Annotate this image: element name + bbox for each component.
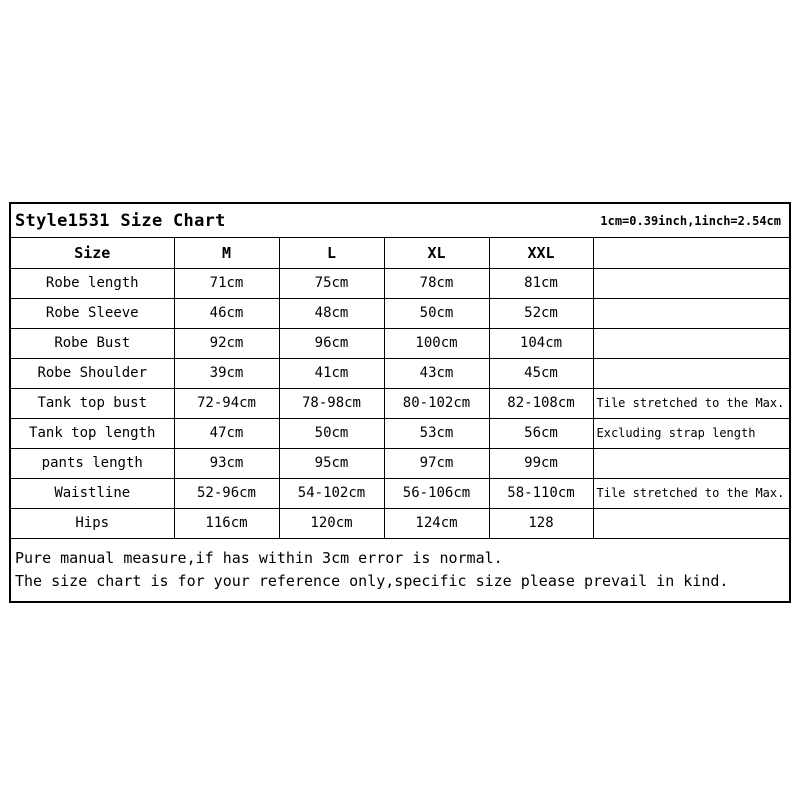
row-note: [593, 448, 789, 478]
row-label: Tank top length: [11, 418, 174, 448]
row-label: Waistline: [11, 478, 174, 508]
value-l: 78-98cm: [279, 388, 384, 418]
value-xxl: 128: [489, 508, 593, 538]
header-row: [11, 238, 789, 268]
value-xxl: 99cm: [489, 448, 593, 478]
value-m: 72-94cm: [174, 388, 279, 418]
row-label: Robe Shoulder: [11, 358, 174, 388]
unit-conversion: 1cm=0.39inch,1inch=2.54cm: [600, 213, 781, 228]
value-m: 71cm: [174, 268, 279, 298]
table-row: [11, 298, 789, 328]
row-note: Tile stretched to the Max.: [593, 478, 789, 508]
table-row: [11, 358, 789, 388]
footer-line-measure: Pure manual measure,if has within 3cm error is normal.: [15, 548, 503, 567]
header-size: Size: [11, 238, 174, 268]
value-m: 92cm: [174, 328, 279, 358]
row-note: [593, 508, 789, 538]
table-row: [11, 328, 789, 358]
header-l: L: [279, 238, 384, 268]
value-l: 41cm: [279, 358, 384, 388]
row-note: [593, 268, 789, 298]
table-row: [11, 268, 789, 298]
row-label: Robe Bust: [11, 328, 174, 358]
value-xl: 56-106cm: [384, 478, 489, 508]
table-row: [11, 478, 789, 508]
value-xxl: 104cm: [489, 328, 593, 358]
value-xxl: 81cm: [489, 268, 593, 298]
value-xl: 50cm: [384, 298, 489, 328]
value-l: 48cm: [279, 298, 384, 328]
table-row: [11, 508, 789, 538]
table-row: [11, 448, 789, 478]
row-note: Excluding strap length: [593, 418, 789, 448]
header-m: M: [174, 238, 279, 268]
row-label: Hips: [11, 508, 174, 538]
value-m: 116cm: [174, 508, 279, 538]
value-xxl: 52cm: [489, 298, 593, 328]
value-xl: 43cm: [384, 358, 489, 388]
size-chart: [9, 202, 791, 603]
value-xxl: 82-108cm: [489, 388, 593, 418]
row-label: Robe Sleeve: [11, 298, 174, 328]
value-m: 47cm: [174, 418, 279, 448]
header-xxl: XXL: [489, 238, 593, 268]
table-row: [11, 418, 789, 448]
size-table: [11, 238, 789, 539]
value-m: 52-96cm: [174, 478, 279, 508]
row-label: pants length: [11, 448, 174, 478]
header-xl: XL: [384, 238, 489, 268]
value-l: 50cm: [279, 418, 384, 448]
chart-title: Style1531 Size Chart: [15, 210, 226, 231]
footer-line-reference: The size chart is for your reference only,specific size please prevail in kind.: [15, 571, 729, 590]
footer-notes: [11, 539, 789, 601]
row-note: [593, 328, 789, 358]
row-note: [593, 358, 789, 388]
value-l: 120cm: [279, 508, 384, 538]
row-label: Robe length: [11, 268, 174, 298]
value-l: 95cm: [279, 448, 384, 478]
value-xl: 53cm: [384, 418, 489, 448]
value-xl: 124cm: [384, 508, 489, 538]
value-xl: 97cm: [384, 448, 489, 478]
value-xxl: 56cm: [489, 418, 593, 448]
table-row: [11, 388, 789, 418]
value-m: 46cm: [174, 298, 279, 328]
row-note: [593, 298, 789, 328]
header-note: [593, 238, 789, 268]
value-xl: 80-102cm: [384, 388, 489, 418]
value-xxl: 45cm: [489, 358, 593, 388]
value-xl: 100cm: [384, 328, 489, 358]
value-xxl: 58-110cm: [489, 478, 593, 508]
row-label: Tank top bust: [11, 388, 174, 418]
value-l: 96cm: [279, 328, 384, 358]
title-row: [11, 204, 789, 238]
row-note: Tile stretched to the Max.: [593, 388, 789, 418]
value-m: 39cm: [174, 358, 279, 388]
value-l: 75cm: [279, 268, 384, 298]
value-m: 93cm: [174, 448, 279, 478]
value-xl: 78cm: [384, 268, 489, 298]
value-l: 54-102cm: [279, 478, 384, 508]
